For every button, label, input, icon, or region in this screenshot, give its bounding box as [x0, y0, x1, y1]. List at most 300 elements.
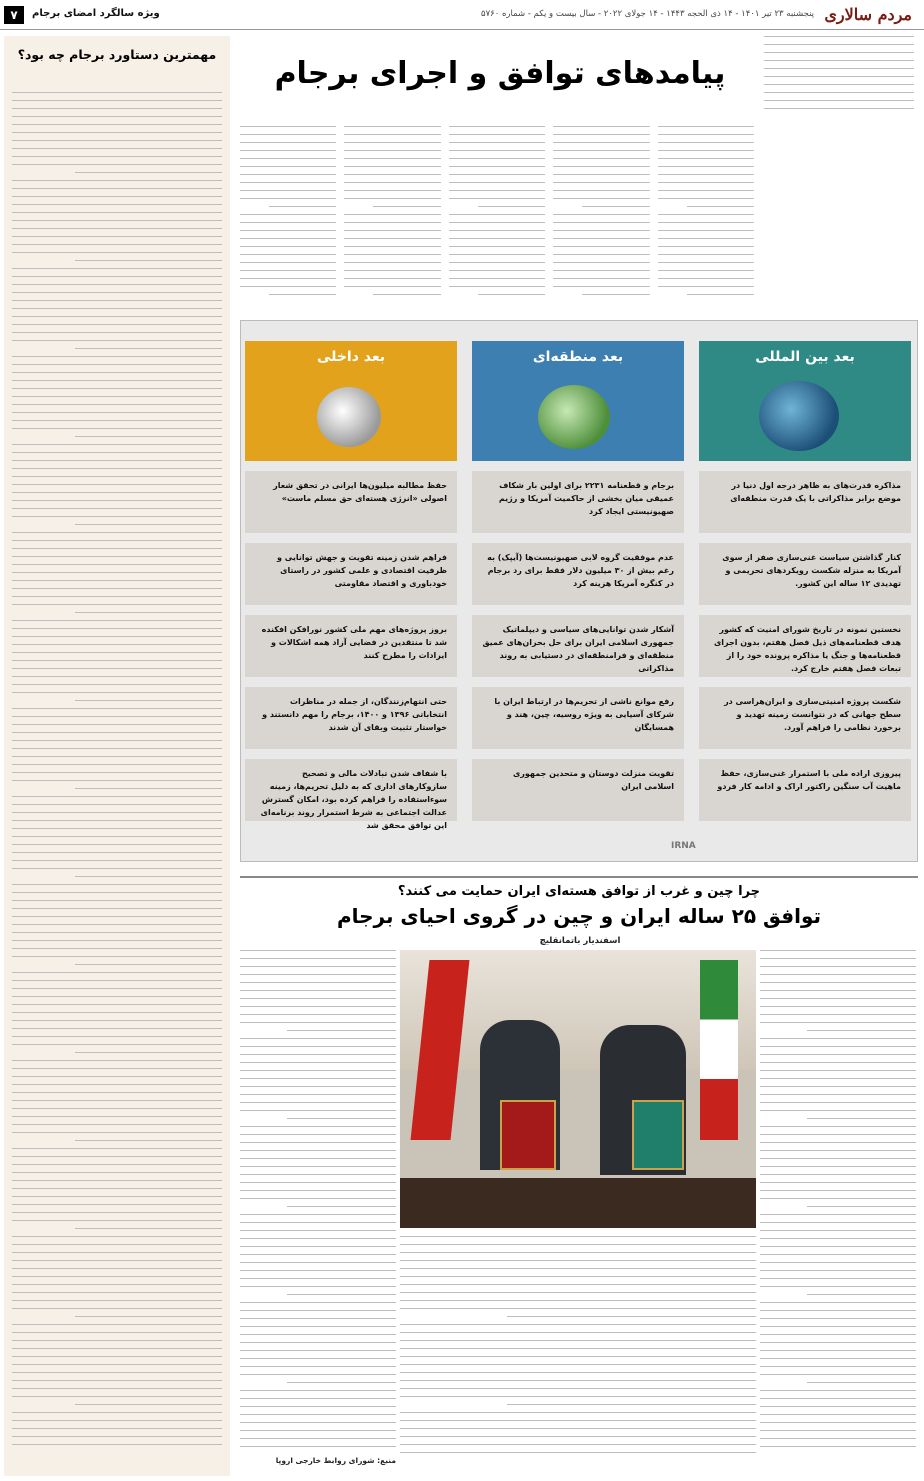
text-line — [553, 238, 649, 239]
text-line — [75, 348, 222, 349]
text-line — [12, 796, 222, 797]
text-line — [12, 1204, 222, 1205]
text-line — [760, 1094, 916, 1095]
text-line — [760, 1142, 916, 1143]
text-line — [12, 1380, 222, 1381]
feature-byline: اسفندیار باتمانقلیچ — [539, 936, 621, 946]
text-line — [240, 1022, 396, 1023]
text-line — [240, 1398, 396, 1399]
text-line — [240, 1262, 396, 1263]
text-line — [12, 780, 222, 781]
text-line — [75, 700, 222, 701]
text-line — [240, 982, 396, 983]
text-line — [764, 68, 914, 69]
text-line — [12, 164, 222, 165]
text-line — [760, 1054, 916, 1055]
text-line — [12, 812, 222, 813]
text-line — [344, 190, 440, 191]
text-line — [12, 604, 222, 605]
text-line — [764, 92, 914, 93]
text-line — [12, 1092, 222, 1093]
text-line — [240, 174, 336, 175]
red-folder-icon — [500, 1100, 556, 1170]
text-line — [400, 1236, 756, 1237]
table-icon — [400, 1178, 756, 1228]
text-line — [12, 692, 222, 693]
text-line — [400, 1388, 756, 1389]
text-line — [287, 1030, 396, 1031]
infographic-item: حفظ مطالبه میلیون‌ها ایرانی در تحقق شعار اصولی «انرژی هسته‌ای حق مسلم ماست» — [245, 471, 457, 533]
text-line — [75, 612, 222, 613]
text-line — [760, 1134, 916, 1135]
text-line — [240, 1238, 396, 1239]
text-line — [344, 222, 440, 223]
text-line — [373, 206, 440, 207]
infographic-item: شکست پروژه امنیتی‌سازی و ایران‌هراسی در سطح جهانی که در نتوانست زمینه تهدید و برخورد نظامی را فراهم آورد. — [699, 687, 911, 749]
text-line — [12, 980, 222, 981]
infographic-credit: IRNA — [671, 841, 696, 851]
green-folder-icon — [632, 1100, 684, 1170]
infographic-item: پیروزی اراده ملی با استمرار غنی‌سازی، حفظ ماهیت آب سنگین راکتور اراک و ادامه کار فردو — [699, 759, 911, 821]
main-headline: پیامدهای توافق و اجرای برجام — [274, 56, 726, 91]
text-line — [449, 190, 545, 191]
text-line — [287, 1206, 396, 1207]
infographic-item: رفع موانع ناشی از تحریم‌ها در ارتباط ایران با شرکای آسیایی به ویژه روسیه، چین، هند و همسایگان — [472, 687, 684, 749]
text-line — [344, 174, 440, 175]
text-line — [764, 84, 914, 85]
text-line — [449, 214, 545, 215]
text-line — [344, 142, 440, 143]
infographic-item: عدم موفقیت گروه لابی صهیونیست‌ها (آیپک) به رغم بیش از ۳۰ میلیون دلار فقط برای رد برجام در کنگره آمریکا هزینه کرد — [472, 543, 684, 605]
text-line — [12, 772, 222, 773]
text-line — [75, 876, 222, 877]
text-line — [760, 974, 916, 975]
text-line — [12, 1060, 222, 1061]
text-line — [764, 60, 914, 61]
text-line — [12, 556, 222, 557]
text-line — [75, 1228, 222, 1229]
text-line — [12, 108, 222, 109]
text-line — [553, 222, 649, 223]
text-line — [240, 142, 336, 143]
intro-text — [764, 36, 914, 116]
text-line — [12, 252, 222, 253]
infographic-item: مذاکره قدرت‌های به ظاهر درجه اول دنیا در موضع برابر مذاکراتی با یک قدرت منطقه‌ای — [699, 471, 911, 533]
text-line — [12, 156, 222, 157]
text-line — [400, 1260, 756, 1261]
text-line — [240, 222, 336, 223]
text-line — [12, 444, 222, 445]
text-line — [807, 1030, 916, 1031]
text-line — [12, 268, 222, 269]
text-line — [344, 286, 440, 287]
text-line — [12, 676, 222, 677]
infographic — [240, 320, 918, 862]
domestic-title: بعد داخلی — [316, 349, 386, 365]
text-line — [12, 1132, 222, 1133]
text-line — [760, 1006, 916, 1007]
text-line — [240, 1222, 396, 1223]
text-line — [658, 174, 754, 175]
text-line — [12, 276, 222, 277]
text-line — [449, 142, 545, 143]
text-line — [12, 1156, 222, 1157]
text-line — [807, 1206, 916, 1207]
text-line — [12, 1172, 222, 1173]
sidebar-body — [12, 92, 222, 1468]
text-line — [760, 982, 916, 983]
text-line — [12, 380, 222, 381]
text-line — [344, 182, 440, 183]
text-line — [240, 1342, 396, 1343]
text-line — [12, 668, 222, 669]
text-line — [658, 190, 754, 191]
text-line — [658, 142, 754, 143]
text-line — [12, 1188, 222, 1189]
text-line — [344, 262, 440, 263]
newspaper-logo: مردم سالاری — [824, 5, 912, 24]
text-line — [12, 1244, 222, 1245]
text-line — [240, 1422, 396, 1423]
text-line — [764, 36, 914, 37]
top-article-columns — [240, 126, 754, 306]
text-line — [12, 916, 222, 917]
text-line — [449, 222, 545, 223]
text-line — [12, 1444, 222, 1445]
text-line — [760, 1198, 916, 1199]
text-line — [760, 1046, 916, 1047]
text-line — [75, 1140, 222, 1141]
text-line — [12, 764, 222, 765]
feature-kicker: چرا چین و غرب از توافق هسته‌ای ایران حمایت می کنند؟ — [397, 884, 761, 899]
text-line — [760, 1190, 916, 1191]
text-line — [764, 76, 914, 77]
text-line — [764, 52, 914, 53]
text-line — [400, 1412, 756, 1413]
text-line — [449, 134, 545, 135]
text-line — [553, 126, 649, 127]
text-line — [807, 1294, 916, 1295]
text-line — [658, 166, 754, 167]
text-line — [760, 1086, 916, 1087]
text-line — [12, 1076, 222, 1077]
text-line — [553, 142, 649, 143]
text-line — [240, 990, 396, 991]
text-line — [12, 724, 222, 725]
text-line — [12, 460, 222, 461]
text-line — [240, 1094, 396, 1095]
asia-globe-icon — [538, 385, 610, 449]
text-line — [12, 396, 222, 397]
text-line — [12, 412, 222, 413]
text-line — [240, 1102, 396, 1103]
text-line — [760, 1422, 916, 1423]
text-line — [760, 1438, 916, 1439]
text-line — [240, 286, 336, 287]
text-line — [12, 836, 222, 837]
text-line — [240, 1310, 396, 1311]
infographic-item: نخستین نمونه در تاریخ شورای امنیت که کشور هدف قطعنامه‌های ذیل فصل هفتم، بدون اجرای قطعنامه‌ها و جنگ یا مذاکره پرونده خود را از تبعات فصل هفتم خارج کرد. — [699, 615, 911, 677]
text-line — [12, 132, 222, 133]
text-line — [12, 244, 222, 245]
text-line — [12, 452, 222, 453]
text-line — [12, 716, 222, 717]
text-line — [12, 124, 222, 125]
text-line — [760, 1182, 916, 1183]
text-line — [760, 1302, 916, 1303]
text-line — [760, 1078, 916, 1079]
text-line — [12, 548, 222, 549]
text-line — [240, 278, 336, 279]
text-line — [449, 270, 545, 271]
text-line — [75, 260, 222, 261]
text-line — [240, 1374, 396, 1375]
text-line — [760, 1446, 916, 1447]
text-line — [449, 198, 545, 199]
text-line — [12, 740, 222, 741]
text-line — [449, 158, 545, 159]
text-line — [553, 174, 649, 175]
text-line — [400, 1340, 756, 1341]
text-line — [760, 1158, 916, 1159]
text-line — [760, 1358, 916, 1359]
text-line — [760, 1062, 916, 1063]
text-line — [12, 220, 222, 221]
text-line — [760, 966, 916, 967]
text-line — [240, 1006, 396, 1007]
text-line — [12, 1308, 222, 1309]
text-line — [240, 1198, 396, 1199]
text-line — [12, 1124, 222, 1125]
text-line — [240, 1190, 396, 1191]
text-line — [12, 756, 222, 757]
text-line — [12, 388, 222, 389]
text-line — [553, 270, 649, 271]
text-line — [12, 860, 222, 861]
text-line — [75, 1404, 222, 1405]
text-line — [12, 1324, 222, 1325]
text-line — [449, 166, 545, 167]
text-line — [478, 206, 545, 207]
text-line — [12, 292, 222, 293]
text-line — [760, 1166, 916, 1167]
text-line — [12, 1300, 222, 1301]
text-line — [240, 1214, 396, 1215]
text-line — [75, 788, 222, 789]
infographic-item: کنار گذاشتن سیاست غنی‌سازی صفر از سوی آمریکا به منزله شکست رویکردهای تحریمی و تهدیدی ۱۲ ساله این کشور. — [699, 543, 911, 605]
text-line — [400, 1268, 756, 1269]
section-title: ویژه سالگرد امضای برجام — [32, 8, 160, 19]
text-line — [12, 420, 222, 421]
text-line — [12, 1436, 222, 1437]
text-line — [240, 958, 396, 959]
infographic-item: با شفاف شدن تبادلات مالی و تصحیح سازوکارهای اداری که به دلیل تحریم‌ها، زمینه سوءاستفاده را فراهم کرده بود، امکان گسترش عدالت اجتماعی به شرط استمرار روند برنامه‌ای این توافق محقق شد — [245, 759, 457, 821]
text-line — [760, 1350, 916, 1351]
text-line — [344, 198, 440, 199]
text-line — [12, 1348, 222, 1349]
text-line — [75, 524, 222, 525]
text-line — [760, 1430, 916, 1431]
text-line — [12, 1388, 222, 1389]
text-line — [12, 500, 222, 501]
infographic-item: بروز پروژه‌های مهم ملی کشور نورافکن افکنده شد تا منتقدین در فضایی آزاد همه اشکالات و ایرادات را مطرح کنند — [245, 615, 457, 677]
text-line — [12, 284, 222, 285]
text-line — [240, 198, 336, 199]
text-line — [12, 580, 222, 581]
text-line — [240, 1150, 396, 1151]
text-line — [240, 238, 336, 239]
text-line — [240, 262, 336, 263]
text-line — [400, 1332, 756, 1333]
text-line — [553, 158, 649, 159]
text-line — [12, 892, 222, 893]
sidebar-title: مهمترین دستاورد برجام چه بود؟ — [17, 47, 217, 62]
text-line — [400, 1364, 756, 1365]
text-line — [449, 254, 545, 255]
text-line — [760, 1326, 916, 1327]
text-line — [240, 150, 336, 151]
text-line — [240, 1038, 396, 1039]
international-title: بعد بین المللی — [755, 349, 855, 365]
text-line — [12, 428, 222, 429]
text-line — [12, 508, 222, 509]
text-line — [12, 988, 222, 989]
text-line — [12, 196, 222, 197]
text-line — [687, 294, 754, 295]
text-line — [12, 852, 222, 853]
text-line — [553, 150, 649, 151]
text-line — [12, 996, 222, 997]
text-line — [12, 324, 222, 325]
text-line — [400, 1444, 756, 1445]
text-line — [12, 932, 222, 933]
text-line — [553, 198, 649, 199]
text-line — [553, 230, 649, 231]
text-line — [12, 180, 222, 181]
text-line — [12, 1332, 222, 1333]
text-line — [658, 214, 754, 215]
text-line — [449, 246, 545, 247]
text-line — [12, 1372, 222, 1373]
text-line — [12, 1428, 222, 1429]
text-line — [12, 204, 222, 205]
text-line — [400, 1348, 756, 1349]
text-line — [12, 564, 222, 565]
text-line — [75, 1052, 222, 1053]
text-line — [240, 1142, 396, 1143]
text-line — [12, 940, 222, 941]
text-line — [12, 636, 222, 637]
text-line — [764, 108, 914, 109]
text-line — [760, 1238, 916, 1239]
text-line — [12, 1268, 222, 1269]
text-line — [12, 468, 222, 469]
text-line — [449, 126, 545, 127]
text-line — [400, 1452, 756, 1453]
iran-globe-icon — [317, 387, 381, 447]
text-line — [12, 1420, 222, 1421]
text-line — [760, 1110, 916, 1111]
text-line — [658, 246, 754, 247]
text-line — [75, 1316, 222, 1317]
text-line — [760, 1246, 916, 1247]
text-line — [12, 1012, 222, 1013]
text-line — [760, 1414, 916, 1415]
text-line — [12, 1292, 222, 1293]
text-line — [240, 1286, 396, 1287]
text-line — [12, 316, 222, 317]
international-header — [699, 341, 911, 461]
text-line — [344, 238, 440, 239]
text-line — [12, 1180, 222, 1181]
text-line — [507, 1316, 756, 1317]
text-line — [240, 1254, 396, 1255]
text-line — [760, 1398, 916, 1399]
text-line — [760, 990, 916, 991]
text-line — [760, 958, 916, 959]
feature-col-right — [760, 950, 916, 1460]
text-line — [12, 236, 222, 237]
text-line — [240, 134, 336, 135]
text-line — [12, 708, 222, 709]
text-line — [760, 950, 916, 951]
text-line — [12, 948, 222, 949]
text-column — [344, 126, 440, 302]
text-line — [12, 1212, 222, 1213]
text-line — [240, 966, 396, 967]
text-line — [400, 1300, 756, 1301]
text-line — [553, 262, 649, 263]
text-line — [760, 1102, 916, 1103]
text-line — [12, 628, 222, 629]
text-line — [658, 222, 754, 223]
text-line — [553, 134, 649, 135]
text-line — [240, 1446, 396, 1447]
text-line — [12, 1356, 222, 1357]
text-line — [240, 1350, 396, 1351]
text-line — [760, 1070, 916, 1071]
text-line — [553, 246, 649, 247]
text-line — [760, 1374, 916, 1375]
text-line — [287, 1294, 396, 1295]
text-line — [658, 270, 754, 271]
text-line — [240, 1054, 396, 1055]
text-line — [373, 294, 440, 295]
text-line — [449, 262, 545, 263]
text-line — [75, 172, 222, 173]
text-column — [449, 126, 545, 302]
text-line — [449, 150, 545, 151]
text-line — [400, 1396, 756, 1397]
text-line — [658, 254, 754, 255]
text-line — [400, 1324, 756, 1325]
text-line — [12, 652, 222, 653]
text-line — [449, 174, 545, 175]
text-line — [760, 1270, 916, 1271]
text-line — [807, 1118, 916, 1119]
infographic-item: حتی انتهام‌زنندگان، از جمله در مناظرات انتخاباتی ۱۳۹۶ و ۱۴۰۰، برجام را مهم دانستند و خواستار تثبیت وبقای آن شدند — [245, 687, 457, 749]
text-line — [240, 1078, 396, 1079]
text-line — [240, 1414, 396, 1415]
text-line — [400, 1372, 756, 1373]
text-line — [12, 908, 222, 909]
iran-flag-icon — [700, 960, 738, 1140]
text-line — [12, 732, 222, 733]
text-line — [12, 228, 222, 229]
text-line — [269, 294, 336, 295]
text-line — [658, 134, 754, 135]
text-line — [12, 140, 222, 141]
